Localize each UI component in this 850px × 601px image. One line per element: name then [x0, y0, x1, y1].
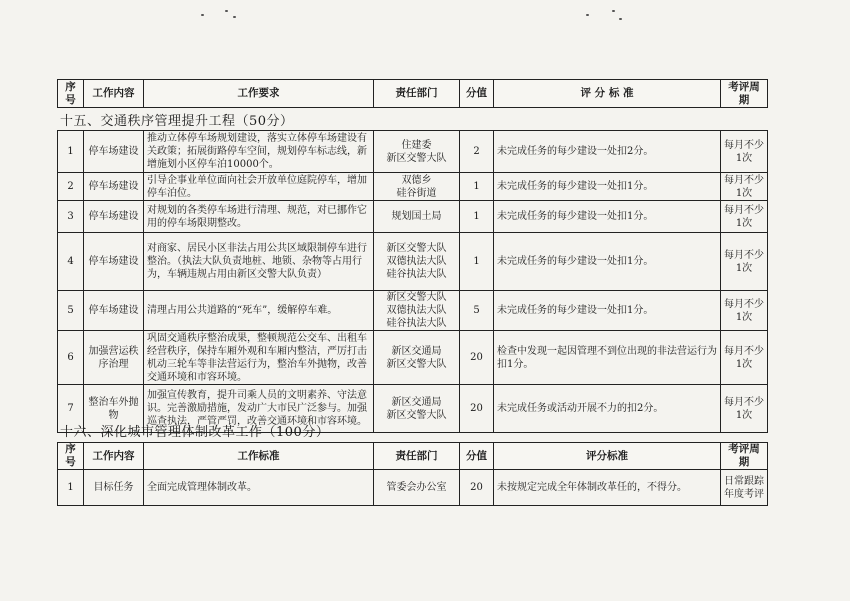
responsible-dept: 新区交通局 新区交警大队 — [374, 385, 460, 433]
evaluation-cycle: 每月不少1次 — [721, 233, 768, 291]
section16-table — [57, 442, 768, 506]
evaluation-cycle: 每月不少1次 — [721, 291, 768, 331]
responsible-dept: 新区交警大队 双德执法大队 硅谷执法大队 — [374, 291, 460, 331]
s16-col-header-cycle: 考评周期 — [721, 443, 768, 470]
table-row — [58, 233, 768, 291]
scan-speck — [233, 16, 236, 18]
col-header-requirement: 工作要求 — [144, 80, 374, 108]
evaluation-cycle: 每月不少1次 — [721, 131, 768, 173]
table-row — [58, 331, 768, 385]
score-value: 20 — [460, 331, 494, 385]
evaluation-cycle: 每月不少1次 — [721, 385, 768, 433]
table-row — [58, 131, 768, 173]
col-header-content: 工作内容 — [84, 80, 144, 108]
s16-col-header-standard: 工作标准 — [144, 443, 374, 470]
score-value: 20 — [460, 385, 494, 433]
scan-speck — [225, 10, 228, 12]
row-number: 7 — [58, 385, 84, 433]
score-value: 5 — [460, 291, 494, 331]
row-number: 5 — [58, 291, 84, 331]
score-value: 20 — [460, 470, 494, 506]
evaluation-cycle: 每月不少1次 — [721, 201, 768, 233]
work-content: 停车场建设 — [84, 201, 144, 233]
col-header-no: 序号 — [58, 80, 84, 108]
row-number: 1 — [58, 131, 84, 173]
scoring-criteria: 未按规定完成全年体制改革任的，不得分。 — [494, 470, 721, 506]
s16-col-header-score: 分值 — [460, 443, 494, 470]
scan-speck — [612, 10, 615, 12]
work-requirement: 巩固交通秩序整治成果，整顿规范公交车、出租车经营秩序，保持车厢外观和车厢内整洁，严厉打击机动三轮车等非法营运行为，整治车外抛物，改善交通环境和市容环境。 — [144, 331, 374, 385]
responsible-dept: 新区交通局 新区交警大队 — [374, 331, 460, 385]
responsible-dept: 双德乡 硅谷街道 — [374, 173, 460, 201]
scan-speck — [201, 14, 204, 16]
work-content: 整治车外抛物 — [84, 385, 144, 433]
table-row — [58, 470, 768, 506]
section16-title: 十六、深化城市管理体制改革工作（100分） — [60, 425, 330, 440]
work-content: 目标任务 — [84, 470, 144, 506]
row-number: 6 — [58, 331, 84, 385]
work-requirement: 全面完成管理体制改革。 — [144, 470, 374, 506]
section15-title: 十五、交通秩序管理提升工程（50分） — [60, 114, 294, 129]
work-content: 停车场建设 — [84, 233, 144, 291]
scoring-criteria: 未完成任务的每少建设一处扣2分。 — [494, 131, 721, 173]
work-requirement: 引导企事业单位面向社会开放单位庭院停车，增加停车泊位。 — [144, 173, 374, 201]
work-content: 停车场建设 — [84, 291, 144, 331]
score-value: 1 — [460, 173, 494, 201]
responsible-dept: 新区交警大队 双德执法大队 硅谷执法大队 — [374, 233, 460, 291]
evaluation-cycle: 每月不少1次 — [721, 173, 768, 201]
evaluation-cycle: 每月不少1次 — [721, 331, 768, 385]
scoring-criteria: 未完成任务的每少建设一处扣1分。 — [494, 233, 721, 291]
score-value: 1 — [460, 201, 494, 233]
work-requirement: 清理占用公共道路的“死车”，缓解停车难。 — [144, 291, 374, 331]
work-content: 加强营运秩序治理 — [84, 331, 144, 385]
s16-col-header-criteria: 评分标准 — [494, 443, 721, 470]
col-header-cycle: 考评周期 — [721, 80, 768, 108]
evaluation-cycle: 日常跟踪年度考评 — [721, 470, 768, 506]
row-number: 3 — [58, 201, 84, 233]
table-row — [58, 291, 768, 331]
col-header-criteria: 评 分 标 准 — [494, 80, 721, 108]
work-requirement: 对商家、居民小区非法占用公共区域限制停车进行整治。（执法大队负责地桩、地锁、杂物等占用行为，车辆违规占用由新区交警大队负责） — [144, 233, 374, 291]
work-content: 停车场建设 — [84, 131, 144, 173]
s16-col-header-dept: 责任部门 — [374, 443, 460, 470]
table-row — [58, 201, 768, 233]
row-number: 2 — [58, 173, 84, 201]
col-header-score: 分值 — [460, 80, 494, 108]
scoring-criteria: 检查中发现一起因管理不到位出现的非法营运行为扣1分。 — [494, 331, 721, 385]
work-requirement: 加强宣传教育，提升司乘人员的文明素养、守法意识。完善激励措施，发动广大市民广泛参与。加强巡查执法，严管严罚，改善交通环境和市容环境。 — [144, 385, 374, 433]
s16-col-header-content: 工作内容 — [84, 443, 144, 470]
work-requirement: 推动立体停车场规划建设，落实立体停车场建设有关政策；拓展街路停车空间，规划停车标志线，新增施划小区停车泊10000个。 — [144, 131, 374, 173]
table-row — [58, 173, 768, 201]
col-header-dept: 责任部门 — [374, 80, 460, 108]
scan-speck — [619, 18, 622, 20]
score-value: 1 — [460, 233, 494, 291]
scan-speck — [586, 14, 589, 16]
main-header-table — [57, 79, 768, 108]
row-number: 4 — [58, 233, 84, 291]
responsible-dept: 规划国土局 — [374, 201, 460, 233]
scoring-criteria: 未完成任务的每少建设一处扣1分。 — [494, 173, 721, 201]
scoring-criteria: 未完成任务或活动开展不力的扣2分。 — [494, 385, 721, 433]
section15-table — [57, 130, 768, 433]
scoring-criteria: 未完成任务的每少建设一处扣1分。 — [494, 291, 721, 331]
scoring-criteria: 未完成任务的每少建设一处扣1分。 — [494, 201, 721, 233]
work-content: 停车场建设 — [84, 173, 144, 201]
score-value: 2 — [460, 131, 494, 173]
s16-col-header-no: 序号 — [58, 443, 84, 470]
responsible-dept: 管委会办公室 — [374, 470, 460, 506]
work-requirement: 对规划的各类停车场进行清理、规范，对已挪作它用的停车场限期整改。 — [144, 201, 374, 233]
row-number: 1 — [58, 470, 84, 506]
responsible-dept: 住建委 新区交警大队 — [374, 131, 460, 173]
